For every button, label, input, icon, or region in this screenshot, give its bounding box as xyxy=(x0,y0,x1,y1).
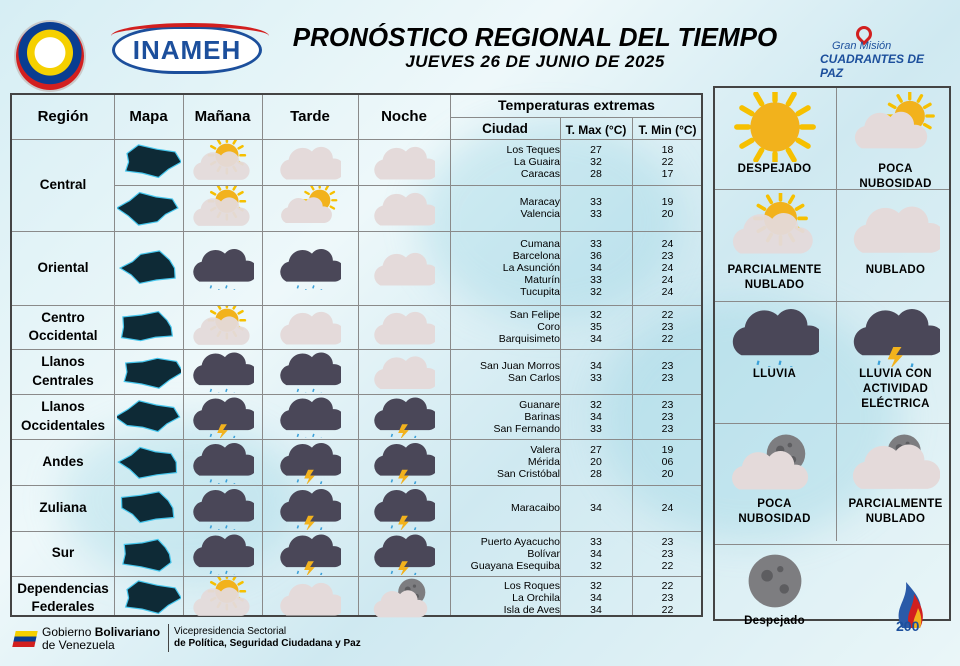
forecast-morning xyxy=(183,305,262,349)
region-name: Llanos Centrales xyxy=(32,354,94,388)
forecast-afternoon xyxy=(262,139,358,185)
tmax-list xyxy=(560,536,632,572)
city-list-value: San Juan Morros xyxy=(480,359,560,372)
tmax-list-value: 34 xyxy=(590,592,602,604)
region-map xyxy=(114,485,183,531)
cloudy-icon xyxy=(279,306,341,348)
city-list xyxy=(450,502,560,514)
legend-label: Despejado xyxy=(744,615,805,627)
tmin-list-value: 06 xyxy=(661,456,674,468)
city-list-value: Maracaibo xyxy=(510,502,560,514)
gobierno-logo xyxy=(14,624,160,654)
tmax-list-value: 32 xyxy=(590,309,602,321)
partly-sunny-icon xyxy=(192,186,254,230)
city-list xyxy=(450,309,560,345)
tmax-list-value: 34 xyxy=(590,410,602,423)
tmax-list-value: 34 xyxy=(590,262,602,274)
storm-icon xyxy=(279,532,341,575)
tmin-list-value: 24 xyxy=(661,262,674,274)
forecast-afternoon xyxy=(262,349,358,394)
city-list-value: La Orchila xyxy=(512,592,560,604)
tmin-list-value: 23 xyxy=(661,398,674,411)
moon-cloud-icon xyxy=(373,577,435,619)
legend-item xyxy=(836,427,955,527)
header-map: Mapa xyxy=(129,108,168,125)
rain-icon xyxy=(279,350,341,393)
bicentenario-number: 200 xyxy=(896,618,920,634)
city-list-value: Caracas xyxy=(520,168,560,180)
gran-mision-line2: CUADRANTES DE PAZ xyxy=(820,52,925,80)
vicepresidencia-text xyxy=(174,626,361,650)
tmax-list-value: 32 xyxy=(590,286,602,298)
tmin-list-value: 18 xyxy=(661,144,674,156)
tmin-list-value: 20 xyxy=(661,208,674,220)
tmin-list xyxy=(632,238,703,298)
tmax-list-value: 32 xyxy=(590,580,602,592)
rain-icon xyxy=(279,395,341,438)
forecast-morning xyxy=(183,231,262,305)
moon-cloud-partial-icon xyxy=(852,427,940,497)
tmax-list-value: 27 xyxy=(590,144,602,156)
legend-label: POCA NUBOSIDAD xyxy=(859,163,932,190)
tmin-list-value: 22 xyxy=(661,580,674,592)
city-list-value: Guanare xyxy=(519,398,560,411)
rain-icon xyxy=(731,305,819,367)
forecast-table xyxy=(10,93,703,617)
header-temps: Temperaturas extremas xyxy=(498,97,655,113)
tmin-list xyxy=(632,536,703,572)
tmax-list xyxy=(560,144,632,180)
tmin-list xyxy=(632,360,703,384)
legend-label: LLUVIA CON ACTIVIDAD ELÉCTRICA xyxy=(859,368,932,410)
storm-icon xyxy=(279,486,341,530)
cloudy-icon xyxy=(373,350,435,393)
tmin-list-value: 22 xyxy=(661,309,674,321)
legend-row-divider xyxy=(715,301,949,302)
tmax-list xyxy=(560,238,632,298)
header-night: Noche xyxy=(381,108,427,125)
city-list-value: Barquisimeto xyxy=(498,333,560,345)
header-tmax: T. Max (°C) xyxy=(565,123,627,137)
tmax-list-value: 33 xyxy=(590,196,602,208)
rain-icon xyxy=(192,350,254,393)
region-map xyxy=(114,305,183,349)
city-list-value: Coro xyxy=(537,321,560,333)
bicentenario-ayacucho-logo xyxy=(888,578,940,648)
city-list xyxy=(450,360,560,384)
vice-line2: de Política, Seguridad Ciudadana y Paz xyxy=(174,638,361,649)
tmin-list-value: 22 xyxy=(661,604,674,616)
city-list-value: Isla de Aves xyxy=(503,604,560,616)
region-name: Dependencias Federales xyxy=(17,580,109,614)
forecast-afternoon xyxy=(262,485,358,531)
forecast-night xyxy=(358,349,450,394)
rain-icon xyxy=(192,486,254,530)
tmin-list xyxy=(632,444,703,480)
tmin-list-value: 19 xyxy=(661,444,674,456)
legend-label: LLUVIA xyxy=(752,368,797,380)
partly-sunny-icon xyxy=(192,306,254,348)
tmin-list-value: 19 xyxy=(661,196,674,208)
venezuela-flag-icon xyxy=(12,631,37,647)
tmin-list xyxy=(632,144,703,180)
tmin-list-value: 23 xyxy=(661,250,674,262)
forecast-morning xyxy=(183,185,262,231)
tmin-list-value: 23 xyxy=(661,535,674,548)
tmax-list-value: 33 xyxy=(590,208,602,220)
partly-sunny-icon xyxy=(192,577,254,619)
city-list xyxy=(450,444,560,480)
forecast-night xyxy=(358,305,450,349)
cloudy-icon xyxy=(279,577,341,619)
city-list xyxy=(450,536,560,572)
gran-mision-line1: Gran Misión xyxy=(832,40,892,52)
tmax-list xyxy=(560,360,632,384)
sun-cloud-small-icon xyxy=(279,186,341,230)
city-list-value: La Guaira xyxy=(513,156,560,168)
region-map xyxy=(114,231,183,305)
tmin-list-value: 24 xyxy=(661,238,674,250)
forecast-night xyxy=(358,576,450,620)
legend-label: DESPEJADO xyxy=(737,163,812,175)
region-map xyxy=(114,439,183,485)
city-list-value: La Asunción xyxy=(502,262,560,274)
page-subtitle: JUEVES 26 DE JUNIO DE 2025 xyxy=(405,52,665,71)
forecast-night xyxy=(358,394,450,439)
tmax-list xyxy=(560,502,632,514)
tmin-list-value: 20 xyxy=(661,468,674,480)
tmin-list-value: 23 xyxy=(661,422,674,435)
tmin-list-value: 23 xyxy=(661,547,674,560)
moon-cloud-icon xyxy=(731,427,819,497)
tmin-list-value: 22 xyxy=(661,333,674,345)
tmin-list-value: 17 xyxy=(661,168,674,180)
sun-cloud-small-icon xyxy=(852,92,940,162)
city-list-value: San Carlos xyxy=(508,371,560,384)
legend-row-divider xyxy=(715,423,949,424)
city-list xyxy=(450,238,560,298)
forecast-afternoon xyxy=(262,185,358,231)
city-list-value: San Felipe xyxy=(509,309,560,321)
page-title: PRONÓSTICO REGIONAL DEL TIEMPO xyxy=(292,22,778,52)
city-list xyxy=(450,196,560,220)
city-list-value: San Fernando xyxy=(493,422,560,435)
city-list-value: Mérida xyxy=(527,456,560,468)
gob-line1-b: Bolivariano xyxy=(94,625,161,639)
rain-icon xyxy=(279,246,341,290)
tmax-list-value: 35 xyxy=(590,321,602,333)
rain-icon xyxy=(192,246,254,290)
cloudy-icon xyxy=(373,246,435,290)
city-list-value: Tucupita xyxy=(520,286,560,298)
city-list-value: Valera xyxy=(530,444,560,456)
cloudy-icon xyxy=(373,186,435,230)
tmax-list xyxy=(560,399,632,435)
city-list-value: Bolívar xyxy=(527,547,560,560)
tmin-list-value: 22 xyxy=(661,559,674,572)
legend-item xyxy=(715,427,834,527)
forecast-afternoon xyxy=(262,531,358,576)
tmax-list-value: 33 xyxy=(590,535,602,548)
rain-icon xyxy=(192,532,254,575)
tmax-list-value: 20 xyxy=(590,456,602,468)
cloudy-icon xyxy=(373,306,435,348)
tmin-list-value: 23 xyxy=(661,359,674,372)
legend-label: PARCIALMENTE NUBLADO xyxy=(727,264,822,291)
city-list-value: Guayana Esequiba xyxy=(470,559,560,572)
forecast-night xyxy=(358,231,450,305)
legend-item xyxy=(836,193,955,278)
forecast-morning xyxy=(183,439,262,485)
header-afternoon: Tarde xyxy=(290,108,330,125)
forecast-night xyxy=(358,139,450,185)
tmin-list xyxy=(632,196,703,220)
forecast-morning xyxy=(183,349,262,394)
tmax-list-value: 34 xyxy=(590,604,602,616)
tmax-list-value: 28 xyxy=(590,468,602,480)
legend-label: PARCIALMENTE NUBLADO xyxy=(848,498,943,525)
forecast-afternoon xyxy=(262,305,358,349)
region-name: Oriental xyxy=(37,259,89,275)
tmax-list-value: 33 xyxy=(590,371,602,384)
tmin-list-value: 24 xyxy=(661,502,674,514)
cloudy-icon xyxy=(279,140,341,184)
city-list xyxy=(450,580,560,616)
moon-icon xyxy=(731,548,819,614)
region-map xyxy=(114,185,183,231)
tmax-list xyxy=(560,580,632,616)
tmin-list xyxy=(632,399,703,435)
forecast-morning xyxy=(183,485,262,531)
forecast-night xyxy=(358,531,450,576)
tmax-list xyxy=(560,196,632,220)
region-map xyxy=(114,531,183,576)
tmin-list xyxy=(632,580,703,616)
sun-icon xyxy=(731,92,819,162)
tmax-list-value: 27 xyxy=(590,444,602,456)
legend-item xyxy=(715,305,834,382)
tmax-list xyxy=(560,309,632,345)
city-list-value: Maracay xyxy=(519,196,560,208)
header-morning: Mañana xyxy=(194,108,251,125)
storm-icon xyxy=(852,305,940,367)
tmax-list-value: 32 xyxy=(590,156,602,168)
city-list-value: Maturín xyxy=(524,274,560,286)
legend-item xyxy=(836,305,955,412)
storm-icon xyxy=(192,395,254,438)
forecast-morning xyxy=(183,394,262,439)
storm-icon xyxy=(279,440,341,484)
tmax-list-value: 34 xyxy=(590,547,602,560)
city-list-value: Cumana xyxy=(520,238,560,250)
tmax-list-value: 33 xyxy=(590,238,602,250)
storm-icon xyxy=(373,395,435,438)
region-name: Zuliana xyxy=(39,499,87,515)
region-map xyxy=(114,139,183,185)
vice-line1: Vicepresidencia Sectorial xyxy=(174,626,287,637)
city-list-value: San Cristóbal xyxy=(496,468,560,480)
tmax-list-value: 32 xyxy=(590,559,602,572)
legend-label: POCA NUBOSIDAD xyxy=(738,498,811,525)
city-list xyxy=(450,144,560,180)
cloudy-icon xyxy=(373,140,435,184)
gob-line2: de Venezuela xyxy=(42,638,115,652)
city-list xyxy=(450,399,560,435)
forecast-afternoon xyxy=(262,576,358,620)
forecast-morning xyxy=(183,531,262,576)
tmin-list-value: 24 xyxy=(661,274,674,286)
tmax-list-value: 28 xyxy=(590,168,602,180)
legend-item xyxy=(715,548,834,629)
storm-icon xyxy=(373,532,435,575)
inameh-logo-text: INAMEH xyxy=(132,34,242,65)
legend-item xyxy=(836,92,955,192)
storm-icon xyxy=(373,486,435,530)
tmax-list-value: 34 xyxy=(590,333,602,345)
city-list-value: Los Teques xyxy=(506,144,560,156)
region-map xyxy=(114,349,183,394)
storm-icon xyxy=(373,440,435,484)
city-list-value: Valencia xyxy=(520,208,560,220)
tmax-list-value: 33 xyxy=(590,422,602,435)
legend-item xyxy=(715,193,834,293)
tmax-list-value: 34 xyxy=(590,502,602,514)
tmin-list-value: 23 xyxy=(661,371,674,384)
header-tmin: T. Min (°C) xyxy=(638,123,697,137)
tmin-list-value: 23 xyxy=(661,410,674,423)
header-divider xyxy=(450,117,701,118)
city-list-value: Puerto Ayacucho xyxy=(480,535,560,548)
header-city: Ciudad xyxy=(482,121,528,136)
tmax-list-value: 36 xyxy=(590,250,602,262)
legend-label: NUBLADO xyxy=(865,264,926,276)
region-name: Centro Occidental xyxy=(28,309,98,343)
city-list-value: Barcelona xyxy=(512,250,560,262)
gob-line1-a: Gobierno xyxy=(42,625,95,639)
tmin-list-value: 23 xyxy=(661,321,674,333)
city-list-value: Los Roques xyxy=(503,580,560,592)
gran-mision-logo xyxy=(812,26,946,80)
tmax-list xyxy=(560,444,632,480)
tmin-list-value: 24 xyxy=(661,286,674,298)
tmax-list-value: 34 xyxy=(590,359,602,372)
forecast-afternoon xyxy=(262,439,358,485)
legend-item xyxy=(715,92,834,177)
region-name: Andes xyxy=(42,453,84,469)
partly-sunny-icon xyxy=(731,193,819,263)
forecast-afternoon xyxy=(262,394,358,439)
footer-divider xyxy=(168,624,169,652)
tmax-list-value: 32 xyxy=(590,398,602,411)
tmin-list xyxy=(632,502,703,514)
tmin-list xyxy=(632,309,703,345)
tmin-list-value: 23 xyxy=(661,592,674,604)
forecast-morning xyxy=(183,576,262,620)
city-list-value: Barinas xyxy=(524,410,560,423)
tmax-list-value: 33 xyxy=(590,274,602,286)
region-map xyxy=(114,394,183,439)
cloudy-icon xyxy=(852,193,940,263)
region-map xyxy=(114,576,183,620)
forecast-night xyxy=(358,485,450,531)
forecast-night xyxy=(358,185,450,231)
region-name: Llanos Occidentales xyxy=(20,399,106,433)
header-region: Región xyxy=(37,108,89,125)
tmin-list-value: 22 xyxy=(661,156,674,168)
region-name: Central xyxy=(39,176,87,192)
region-name: Sur xyxy=(51,545,75,561)
forecast-morning xyxy=(183,139,262,185)
forecast-night xyxy=(358,439,450,485)
forecast-afternoon xyxy=(262,231,358,305)
partly-sunny-icon xyxy=(192,140,254,184)
rain-icon xyxy=(192,440,254,484)
